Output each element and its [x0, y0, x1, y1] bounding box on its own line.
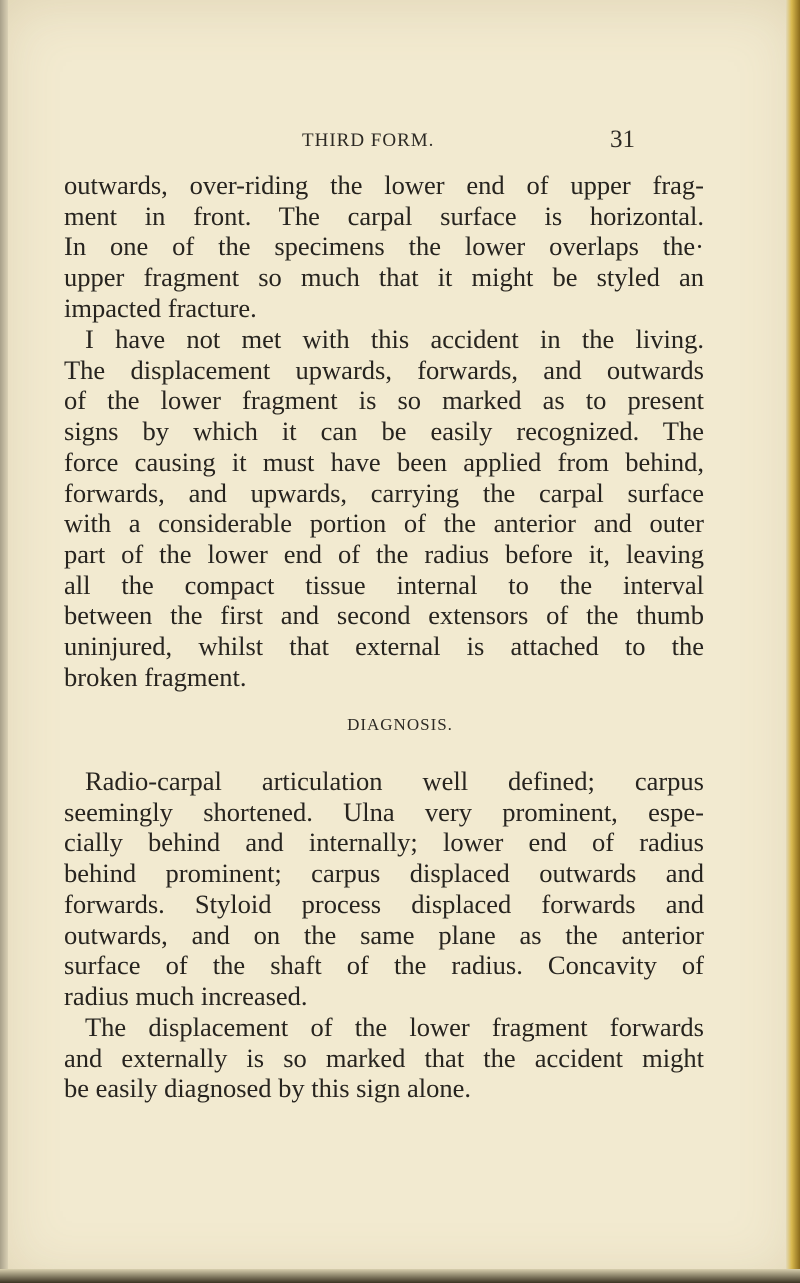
text-line: ment in front. The carpal surface is horizontal. [64, 200, 704, 231]
text-line: between the first and second extensors of the thumb [64, 600, 704, 631]
paragraph-diagnosis [64, 766, 704, 1012]
page-number: 31 [610, 126, 635, 153]
text-line: cially behind and internally; lower end of radius [64, 827, 704, 858]
text-line: seemingly shortened. Ulna very prominent, espe- [64, 796, 704, 827]
page-bottom-edge [0, 1269, 800, 1283]
text-line: Radio-carpal articulation well defined; carpus [85, 766, 704, 796]
paragraph-living [64, 324, 704, 692]
text-line: behind prominent; carpus displaced outwards and [64, 858, 704, 889]
text-line: In one of the specimens the lower overlaps the· [64, 231, 704, 262]
text-line: outwards, and on the same plane as the anterior [64, 919, 704, 950]
text-line: uninjured, whilst that external is attached to the [64, 631, 704, 662]
gilt-page-edge [786, 0, 800, 1283]
text-line: forwards, and upwards, carrying the carpal surface [64, 477, 704, 508]
page-gutter-shadow [0, 0, 8, 1283]
text-line: with a considerable portion of the anterior and outer [64, 508, 704, 539]
text-line: surface of the shaft of the radius. Concavity of [64, 950, 704, 981]
text-line: part of the lower end of the radius before it, leaving [64, 538, 704, 569]
text-line: and externally is so marked that the accident might [64, 1042, 704, 1073]
text-line: The displacement of the lower fragment forwards [85, 1012, 704, 1042]
section-heading: DIAGNOSIS. [347, 715, 453, 734]
text-line: radius much increased. [64, 980, 308, 1011]
text-line: broken fragment. [64, 661, 247, 692]
text-line: force causing it must have been applied from behind, [64, 446, 704, 477]
text-line: be easily diagnosed by this sign alone. [64, 1073, 471, 1104]
text-line: outwards, over-riding the lower end of upper frag- [64, 170, 704, 200]
running-head-title: THIRD FORM. [302, 130, 435, 151]
text-line: impacted fracture. [64, 292, 257, 323]
text-line: signs by which it can be easily recognized. The [64, 416, 704, 447]
text-line: upper fragment so much that it might be styled an [64, 262, 704, 293]
text-line: I have not met with this accident in the living. [85, 324, 704, 354]
text-line: forwards. Styloid process displaced forwards and [64, 888, 704, 919]
paragraph-continuation [64, 170, 704, 324]
text-line: of the lower fragment is so marked as to present [64, 385, 704, 416]
text-line: The displacement upwards, forwards, and outwards [64, 354, 704, 385]
running-head [0, 126, 800, 156]
paragraph-displacement [64, 1012, 704, 1104]
text-line: all the compact tissue internal to the interval [64, 569, 704, 600]
